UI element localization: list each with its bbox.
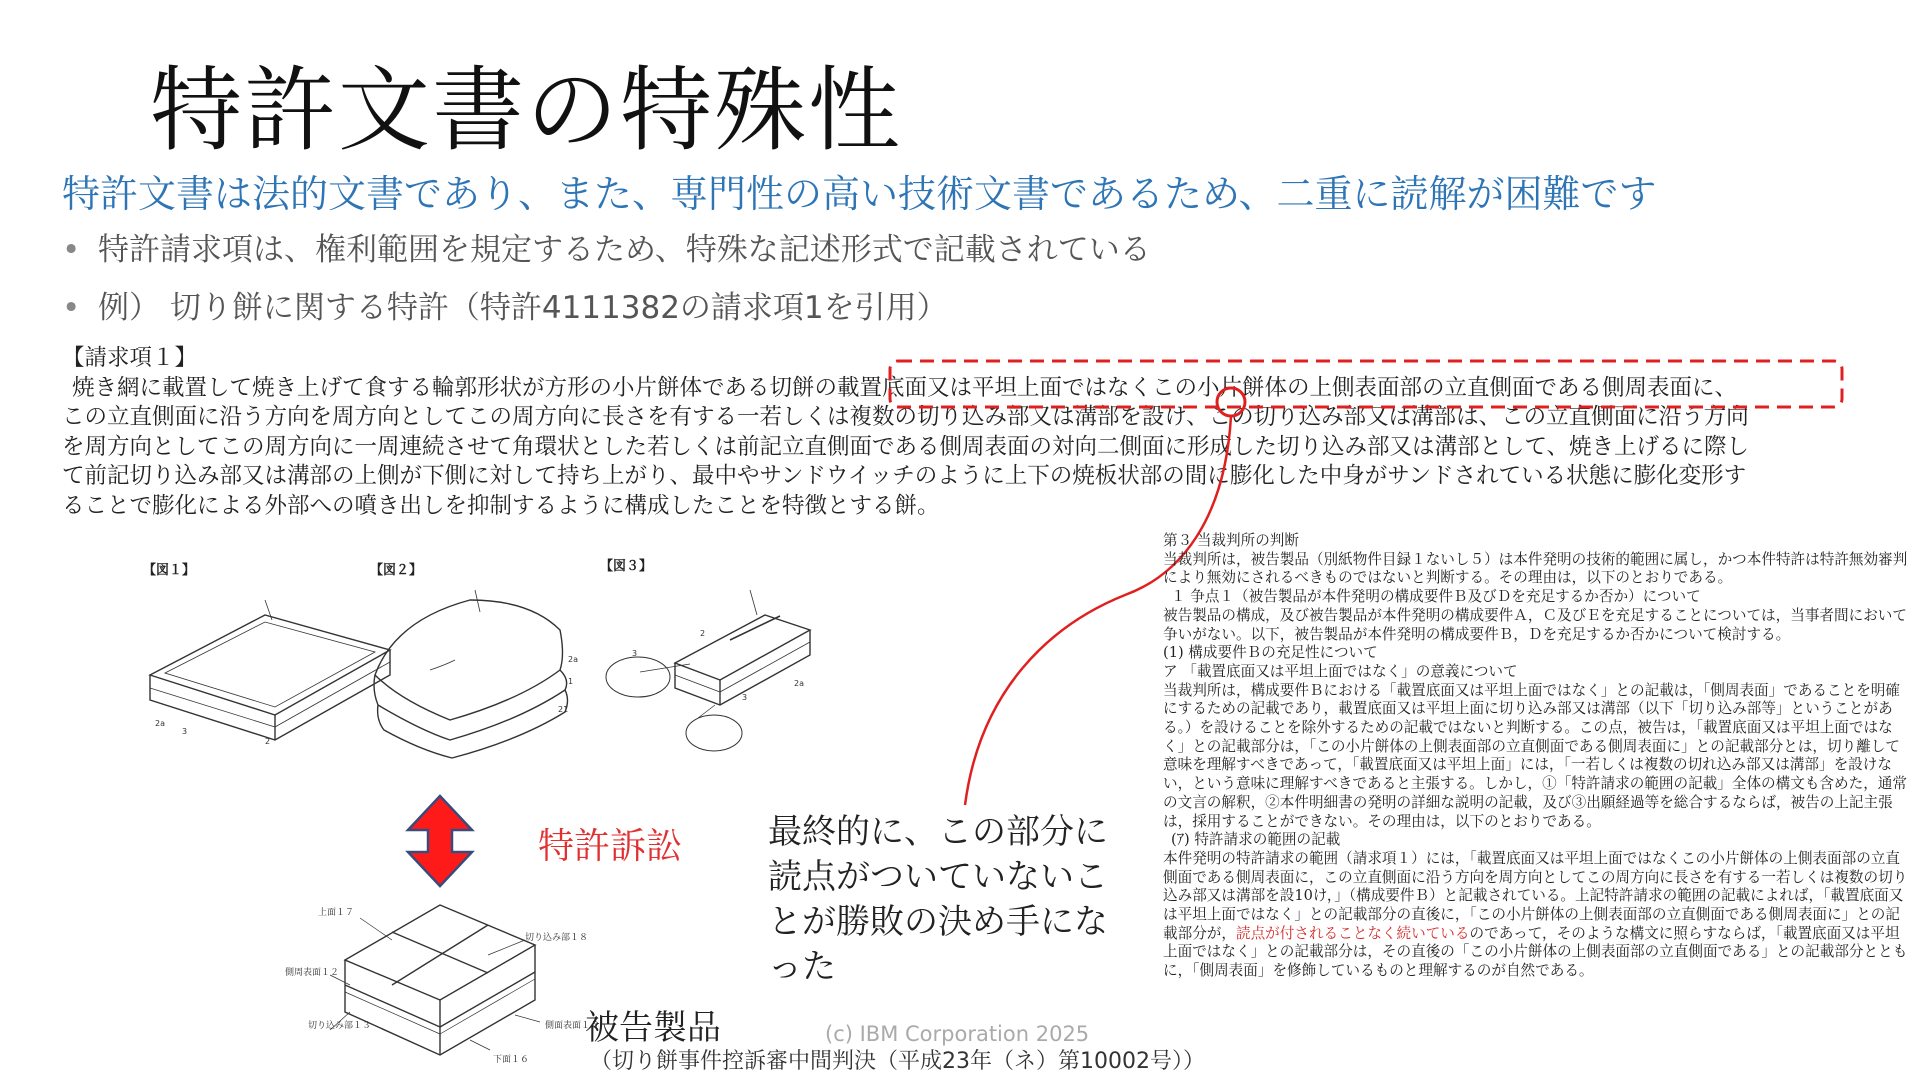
bullet-text: 特許請求項は、権利範囲を規定するため、特殊な記述形式で記載されている bbox=[98, 232, 1151, 268]
fig-number: 3 bbox=[742, 693, 748, 702]
highlight-dashed-box bbox=[890, 361, 1842, 407]
claim-heading: 【請求項１】 bbox=[62, 345, 198, 371]
bullet-dot: • bbox=[62, 232, 81, 268]
ruling-highlight-text: 読点が付されることなく続いている bbox=[1235, 924, 1470, 942]
ruling-text: 本件発明の特許請求の範囲（請求項１）には，「載置底面又は平坦上面ではなくこの小片餅体の上側表面部の立直側面である側周表面に，この立直側面に沿う方向を周方向としてこの周方向に長さを有する一若しくは複数の切り込み部又は溝部を設10け，」（構成要件Ｂ）と記載されている。上記特許請求の範囲の記載によれば，「載置底面又は平坦上面ではなく」との記載部分の直後に，「この小片餅体の上側表面部の立直側面である側周表面に」との記載部分が， bbox=[1163, 849, 1908, 942]
ruling-paragraph: (ｱ) 特許請求の範囲の記載 bbox=[1171, 831, 1341, 849]
fig2-drawing bbox=[374, 590, 568, 758]
fig-number: 2a bbox=[568, 655, 578, 664]
label-side: 側周表面１２ bbox=[285, 968, 340, 978]
fig1-label: 【図１】 bbox=[143, 563, 196, 578]
claim-line: を周方向としてこの周方向に一周連続させて角環状とした若しくは前記立直側面である側周表面の対向二側面に形成した切り込み部又は溝部として、焼き上げるに際し bbox=[62, 433, 1750, 460]
bullet-text: 例） 切り餅に関する特許（特許4111382の請求項1を引用） bbox=[98, 290, 948, 326]
ruling-text: のであって，そのような構文に照らすならば，「載置底面又は平坦上面ではなく」との記載部分は，その直後の「この小片餅体の上側表面部の立直側面である」との記載部分とともに，「側周表面」を修飾しているものと理解するのが自然である。 bbox=[1163, 924, 1908, 980]
fig-number: 2 bbox=[700, 629, 706, 638]
label-top: 上面１７ bbox=[318, 908, 355, 918]
fig-number: 1 bbox=[568, 677, 574, 686]
defendant-product-drawing bbox=[330, 905, 540, 1055]
ruling-paragraph: 被告製品の構成，及び被告製品が本件発明の構成要件Ａ，Ｃ及びＥを充足することについては，当事者間において争いがない。以下，被告製品が本件発明の構成要件Ｂ，Ｄを充足するか否かについて検討する。 bbox=[1163, 606, 1907, 643]
ruling-paragraph: 当裁判所は，構成要件Ｂにおける「載置底面又は平坦上面ではなく」との記載は，「側周表面」であることを明確にするための記載であり，載置底面又は平坦上面に切り込み部又は溝部（以下「切り込み部等」ということがある。）を設けることを除外するための記載ではないと判断する。この点，被告は，「載置底面又は平坦上面ではなく」との記載部分は，「この小片餅体の上側表面部の立直側面である側周表面に」との記載部分とは，切り離して意味を理解すべきであって，「載置底面又は平坦上面」には，「一若しくは複数の切れ込み部又は溝部」を設けない，という意味に理解すべきであると主張する。しかし，①「特許請求の範囲の記載」全体の構文も含めた，通常の文言の解釈，②本件明細書の発明の詳細な説明の記載，及び③出願経過等を総合するならば，被告の上記主張は，採用することができない。その理由は，以下のとおりである。 bbox=[1163, 681, 1907, 830]
ruling-paragraph: (1) 構成要件Ｂの充足性について bbox=[1163, 644, 1378, 662]
fig3-label: 【図３】 bbox=[600, 559, 653, 574]
court-ruling-excerpt bbox=[1163, 532, 1913, 981]
callout-text: 最終的に、この部分に読点がついていないことが勝敗の決め手になった bbox=[768, 812, 1108, 987]
claim-line: この立直側面に沿う方向を周方向としてこの周方向に長さを有する一若しくは複数の切り込み部又は溝部を設け、この切り込み部又は溝部は、この立直側面に沿う方向 bbox=[62, 404, 1749, 430]
fig-number: 21 bbox=[558, 705, 569, 714]
fig-number: 3 bbox=[182, 727, 188, 736]
label-cut18: 切り込み部１８ bbox=[525, 933, 589, 943]
label-bottom: 下面１６ bbox=[493, 1055, 530, 1065]
fig3-drawing bbox=[606, 590, 810, 751]
ruling-paragraph: ア 「載置底面又は平坦上面ではなく」の意義について bbox=[1163, 662, 1518, 680]
label-side15: 側面表面１５ bbox=[545, 1021, 600, 1031]
defendant-product-label: 被告製品 bbox=[585, 1008, 721, 1048]
subtitle: 特許文書は法的文書であり、また、専門性の高い技術文書であるため、二重に読解が困難です bbox=[62, 172, 1657, 216]
fig2-label: 【図２】 bbox=[370, 563, 423, 578]
fig-number: 2a bbox=[155, 719, 165, 728]
claim-line: 焼き網に載置して焼き上げて食する輪郭形状が方形の小片餅体である切餅の載置底面又は平坦上面ではなくこの小片餅体の上側表面部の立直側面である側周表面に、 bbox=[72, 374, 1738, 401]
fig1-drawing bbox=[150, 600, 390, 740]
fig-number: 2 bbox=[265, 737, 271, 746]
ruling-paragraph: 当裁判所は，被告製品（別紙物件目録１ないし５）は本件発明の技術的範囲に属し，かつ本件特許は特許無効審判により無効にされるべきものではないと判断する。その理由は，以下のとおりである。 bbox=[1163, 550, 1908, 587]
case-citation: （切り餅事件控訴審中間判決（平成23年（ネ）第10002号）） bbox=[590, 1049, 1205, 1074]
ruling-paragraph bbox=[1163, 850, 1913, 981]
fig-number: 2a bbox=[794, 679, 804, 688]
lawsuit-label: 特許訴訟 bbox=[538, 826, 683, 867]
ruling-heading: 第３ 当裁判所の判断 bbox=[1163, 532, 1299, 549]
label-cut13: 切り込み部１３ bbox=[308, 1021, 372, 1031]
fig-number: 3 bbox=[632, 649, 638, 658]
double-arrow-icon bbox=[408, 796, 472, 886]
comma-position-circle bbox=[1217, 388, 1245, 416]
claim-line: ることで膨化による外部への噴き出しを抑制するように構成したことを特徴とする餅。 bbox=[62, 492, 940, 519]
bullet-dot: • bbox=[62, 290, 81, 326]
copyright: (c) IBM Corporation 2025 bbox=[825, 1022, 1090, 1046]
page-title: 特許文書の特殊性 bbox=[150, 57, 903, 164]
claim-line: て前記切り込み部又は溝部の上側が下側に対して持ち上がり、最中やサンドウイッチのように上下の焼板状部の間に膨化した中身がサンドされている状態に膨化変形す bbox=[62, 463, 1747, 489]
ruling-paragraph: １ 争点１（被告製品が本件発明の構成要件Ｂ及びＤを充足するか否か）について bbox=[1171, 588, 1701, 606]
